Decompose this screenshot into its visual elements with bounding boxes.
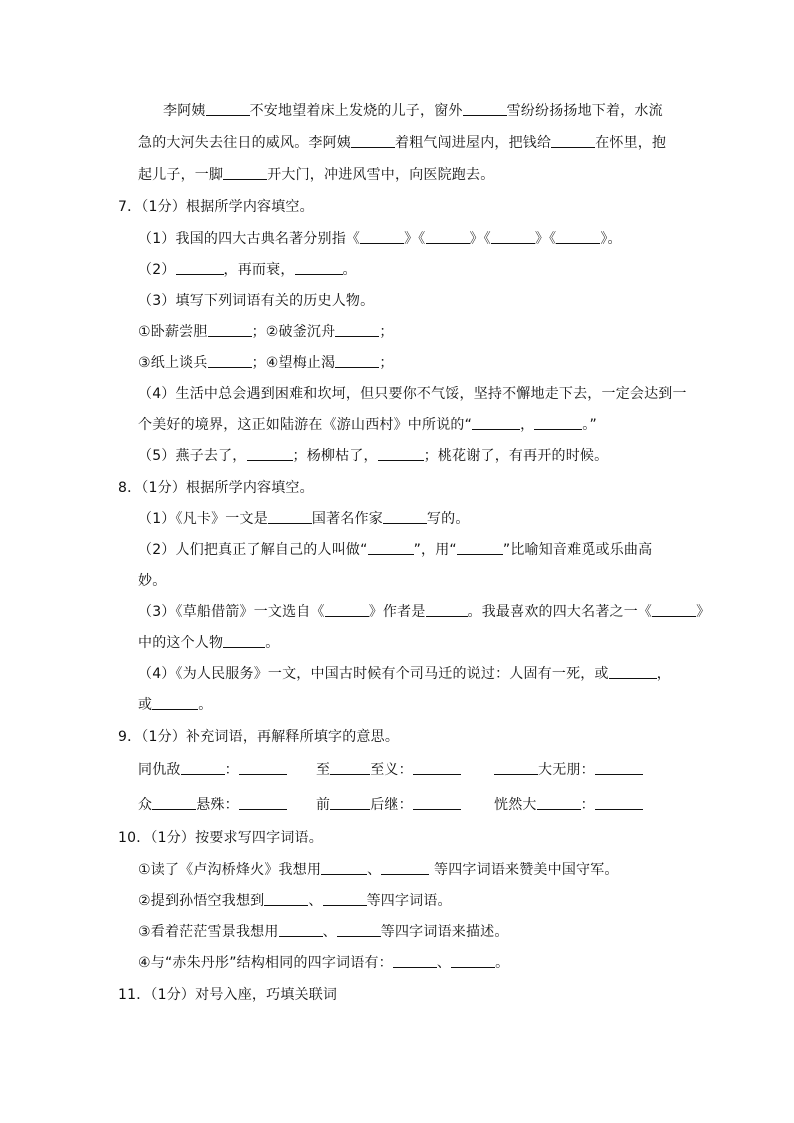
text: 同仇敌: [138, 762, 181, 778]
text: 至: [316, 762, 331, 778]
blank[interactable]: [381, 860, 429, 875]
text: （3）《草船借箭》一文选自《: [138, 604, 325, 620]
text: 或: [138, 697, 153, 713]
text: 后继：: [370, 797, 413, 813]
text: 。: [265, 635, 280, 651]
text: （5）燕子去了，: [138, 448, 247, 464]
blank[interactable]: [551, 133, 595, 148]
blank[interactable]: [239, 795, 287, 810]
blank[interactable]: [556, 229, 600, 244]
q8-s4b: [138, 695, 212, 715]
blank[interactable]: [330, 760, 370, 775]
q9-r2-c1: [138, 795, 287, 815]
text: 、: [436, 955, 452, 971]
text: 写的。: [426, 511, 470, 527]
text: 大无朋：: [538, 762, 595, 778]
q9-r1-c3: [494, 760, 643, 780]
blank[interactable]: [279, 922, 323, 937]
text: 国著名作家: [311, 511, 383, 527]
q7-s3: （3）填写下列词语有关的历史人物。: [138, 293, 375, 309]
q9-r2-c2: [316, 795, 461, 815]
text: 开大门，冲进风雪中，向医院跑去。: [267, 167, 495, 183]
blank[interactable]: [494, 760, 538, 775]
blank[interactable]: [472, 415, 520, 430]
text: ”比喻知音难觅或乐曲高: [502, 542, 653, 558]
text: 、: [308, 893, 323, 909]
text: 着粗气闯进屋内，把钱给: [395, 135, 552, 151]
blank[interactable]: [426, 602, 468, 617]
blank[interactable]: [223, 165, 267, 180]
text: 等四字词语来描述。: [380, 924, 509, 940]
blank[interactable]: [335, 322, 379, 337]
q8-s1: [138, 509, 470, 529]
q11-title: 11．（1分）对号入座，巧填关联词: [118, 987, 338, 1003]
q8-title: 8．（1分）根据所学内容填空。: [118, 480, 314, 496]
q8-s3a: [138, 602, 710, 622]
blank[interactable]: [368, 540, 414, 555]
text: （2）人们把真正了解自己的人叫做“: [138, 542, 368, 558]
blank[interactable]: [463, 101, 507, 116]
blank[interactable]: [321, 860, 367, 875]
text: （1）《凡卡》一文是: [138, 511, 268, 527]
blank[interactable]: [239, 760, 287, 775]
text: 急的大河失去往日的威风。李阿姨: [138, 135, 351, 151]
blank[interactable]: [152, 795, 196, 810]
text: 》作者是: [368, 604, 426, 620]
text: 。: [198, 697, 213, 713]
text: 众: [138, 797, 153, 813]
text: ；桃花谢了，有再开的时候。: [423, 448, 609, 464]
text: 。我最喜欢的四大名著之一《: [467, 604, 653, 620]
q9-r2-c3: [494, 795, 643, 815]
blank[interactable]: [360, 229, 404, 244]
text: （1）我国的四大古典名著分别指《: [138, 231, 361, 247]
text: 、: [322, 924, 337, 940]
passage-line-2: [138, 133, 666, 153]
text: 》: [696, 604, 711, 620]
text: 》《: [404, 231, 426, 247]
q9-title: 9．（1分）补充词语，再解释所填字的意思。: [118, 729, 400, 745]
text: ③纸上谈兵: [138, 355, 208, 371]
blank[interactable]: [595, 760, 643, 775]
q8-s2b: 妙。: [138, 573, 167, 589]
blank[interactable]: [247, 446, 293, 461]
q9-r1-c2: [316, 760, 461, 780]
text: ①读了《卢沟桥烽火》我想用: [138, 862, 322, 878]
text: ；: [379, 355, 394, 371]
blank[interactable]: [537, 795, 581, 810]
blank[interactable]: [383, 509, 427, 524]
text: ①卧薪尝胆: [138, 324, 208, 340]
blank[interactable]: [325, 602, 369, 617]
q8-s3b: [138, 633, 279, 653]
text: ：: [580, 797, 595, 813]
text: （4）《为人民服务》一文，中国古时候有个司马迁的说过：人固有一死，或: [138, 666, 609, 682]
q8-s4a: [138, 664, 671, 684]
q10-s4: [138, 953, 509, 973]
blank[interactable]: [181, 760, 225, 775]
q7-title: 7．（1分）根据所学内容填空。: [118, 199, 314, 215]
text: 起儿子，一脚: [138, 167, 224, 183]
q7-s5: [138, 446, 608, 466]
text: 。: [342, 262, 357, 278]
blank[interactable]: [208, 322, 252, 337]
blank[interactable]: [595, 795, 643, 810]
blank[interactable]: [413, 760, 461, 775]
blank[interactable]: [208, 353, 252, 368]
q10-s1: [138, 860, 619, 880]
text: 悬殊：: [196, 797, 239, 813]
text: 雪纷纷扬扬地下着，水流: [506, 103, 663, 119]
q7-s4b: [138, 415, 597, 435]
q9-r1-c1: [138, 760, 287, 780]
blank[interactable]: [335, 353, 379, 368]
blank[interactable]: [295, 260, 343, 275]
blank[interactable]: [609, 664, 657, 679]
text: 前: [316, 797, 331, 813]
text: ③看着茫茫雪景我想用: [138, 924, 279, 940]
blank[interactable]: [534, 415, 582, 430]
q7-s3a: [138, 322, 394, 342]
text: 个美好的境界，这正如陆游在《游山西村》中所说的“: [138, 417, 473, 433]
text: ；④望梅止渴: [251, 355, 336, 371]
blank[interactable]: [491, 229, 535, 244]
passage-line-3: [138, 165, 494, 185]
text: 、: [367, 862, 382, 878]
text: 。”: [582, 417, 597, 433]
text: 中的这个人物: [138, 635, 224, 651]
q10-title: 10．（1分）按要求写四字词语。: [118, 830, 323, 846]
text: ”，用“: [413, 542, 457, 558]
q10-s2: [138, 891, 452, 911]
text: 》《: [469, 231, 491, 247]
q10-s3: [138, 922, 509, 942]
blank[interactable]: [351, 133, 395, 148]
text: 至义：: [370, 762, 413, 778]
text: ；杨柳枯了，: [292, 448, 378, 464]
text: 恍然大: [494, 797, 537, 813]
text: ；: [379, 324, 394, 340]
blank[interactable]: [426, 229, 470, 244]
blank[interactable]: [264, 891, 308, 906]
blank[interactable]: [330, 795, 370, 810]
text: ；②破釜沉舟: [251, 324, 336, 340]
passage-line-1: [163, 101, 663, 121]
blank[interactable]: [337, 922, 381, 937]
blank[interactable]: [323, 891, 367, 906]
q7-s1: [138, 229, 622, 249]
q7-s4a: （4）生活中总会遇到困难和坎坷，但只要你不气馁，坚持不懈地走下去，一定会达到一: [138, 386, 687, 402]
blank[interactable]: [268, 509, 312, 524]
text: ④与“赤朱丹彤”结构相同的四字词语有：: [138, 955, 393, 971]
blank[interactable]: [152, 695, 198, 710]
text: ，再而衰，: [223, 262, 295, 278]
text: ②提到孙悟空我想到: [138, 893, 265, 909]
text: 》。: [600, 231, 622, 247]
blank[interactable]: [393, 953, 437, 968]
text: 不安地望着床上发烧的儿子，窗外: [249, 103, 463, 119]
blank[interactable]: [457, 540, 503, 555]
text: ，: [656, 666, 671, 682]
blank[interactable]: [451, 953, 495, 968]
text: （2）: [138, 262, 176, 278]
q8-s2a: [138, 540, 652, 560]
text: 李阿姨: [163, 103, 206, 119]
q7-s2: [138, 260, 357, 280]
blank[interactable]: [413, 795, 461, 810]
text: ：: [224, 762, 239, 778]
blank[interactable]: [223, 633, 265, 648]
text: 》《: [534, 231, 557, 247]
blank[interactable]: [176, 260, 224, 275]
text: 等四字词语。: [366, 893, 452, 909]
text: 。: [495, 955, 510, 971]
blank[interactable]: [378, 446, 424, 461]
text: 等四字词语来赞美中国守军。: [434, 862, 619, 878]
text: ，: [520, 417, 535, 433]
blank[interactable]: [652, 602, 696, 617]
text: 在怀里，抱: [595, 135, 667, 151]
q7-s3b: [138, 353, 394, 373]
blank[interactable]: [206, 101, 250, 116]
